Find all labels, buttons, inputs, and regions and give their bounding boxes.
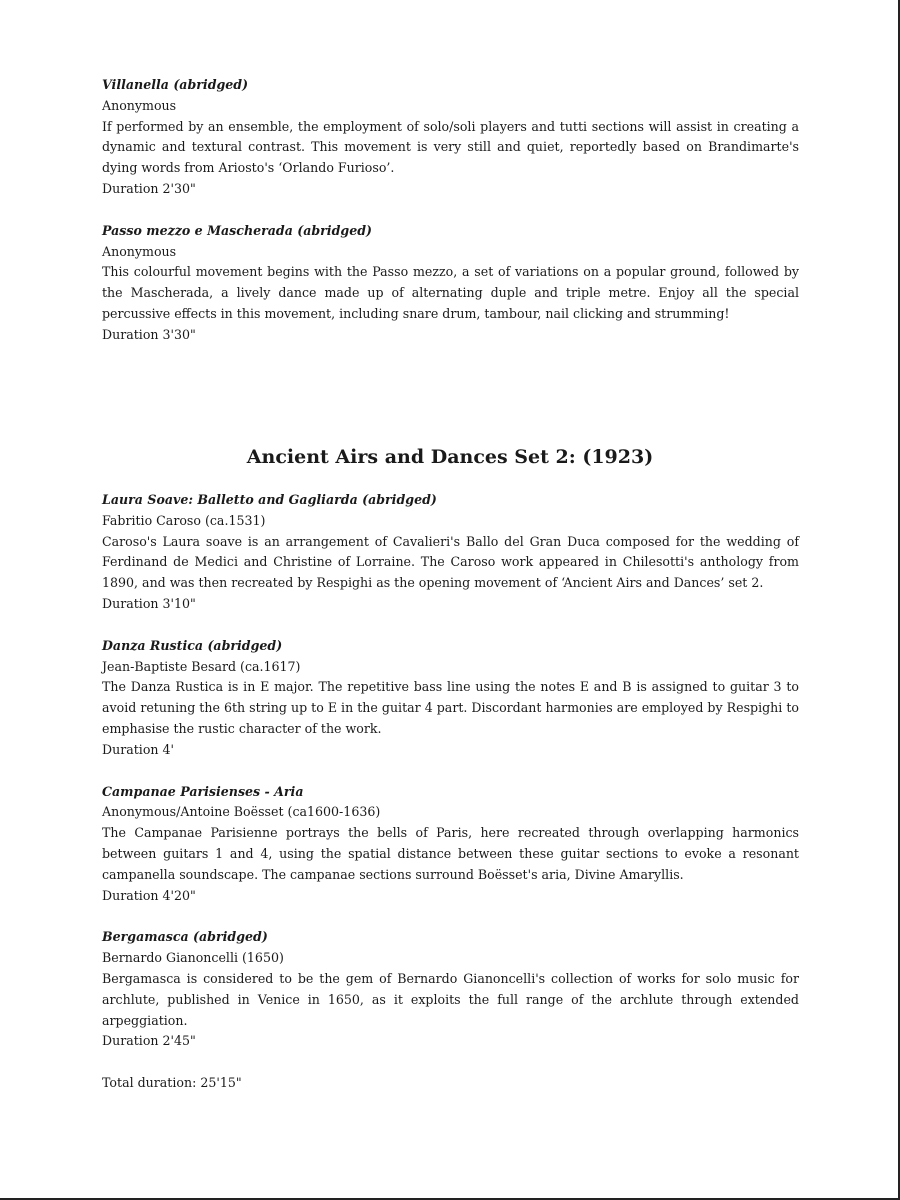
entry-composer: Jean-Baptiste Besard (ca.1617)	[102, 658, 301, 674]
entry-description: Caroso's Laura soave is an arrangement of Cavalieri's Ballo del Gran Duca composed for the wedding of Ferdinand de Medici and Christine of Lorraine. The Caroso work appeared in Chilesotti's anthology from 1890, and was then recreated by Respighi as the opening movement of ‘Ancient Airs and Dances’ set 2.	[102, 533, 799, 591]
entry-description: The Campanae Parisienne portrays the bells of Paris, here recreated through overlapping harmonics between guitars 1 and 4, using the spatial distance between these guitar sections to evoke a resonant campanella soundscape. The campanae sections surround Boësset's aria, Divine Amaryllis.	[102, 825, 799, 882]
entry-duration: Duration 3'30"	[102, 326, 196, 342]
entry-description: The Danza Rustica is in E major. The repetitive bass line using the notes E and B is assigned to guitar 3 to avoid retuning the 6th string up to E in the guitar 4 part. Discordant harmonies are employed by Respighi to emphasise the rustic character of the work.	[102, 679, 799, 736]
set1-section	[102, 75, 799, 367]
entry-duration: Duration 4'	[102, 741, 174, 757]
entry-title: Danza Rustica (abridged)	[102, 637, 283, 653]
entry-title: Laura Soave: Balletto and Gagliarda (abridged)	[102, 492, 437, 507]
entry-description: This colourful movement begins with the Passo mezzo, a set of variations on a popular ground, followed by the Mascherada, a lively dance made up of alternating duple and triple metre. Enjoy all the special percussive effects in this movement, including snare drum, tambour, nail clicking and strumming!	[102, 264, 799, 321]
entry-duration: Duration 3'10"	[102, 595, 196, 611]
entry-duration: Duration 4'20"	[102, 887, 196, 903]
entry-description: Bergamasca is considered to be the gem of Bernardo Gianoncelli's collection of works for solo music for archlute, published in Venice in 1650, as it exploits the full range of the archlute through extended arpeggiation.	[102, 970, 799, 1028]
entry-bergamasca	[102, 927, 799, 1052]
entry-passo-mezzo	[102, 221, 799, 346]
entry-duration: Duration 2'30"	[102, 180, 196, 196]
section-heading: Ancient Airs and Dances Set 2: (1923)	[246, 446, 654, 468]
total-duration: Total duration: 25'15"	[102, 1075, 242, 1091]
entry-composer: Bernardo Gianoncelli (1650)	[102, 950, 284, 966]
entry-title: Campanae Parisienses - Aria	[102, 783, 304, 799]
entry-title: Passo mezzo e Mascherada (abridged)	[102, 222, 372, 238]
entry-laura-soave	[102, 490, 799, 615]
entry-duration: Duration 2'45"	[102, 1033, 196, 1049]
entry-title: Bergamasca (abridged)	[102, 929, 268, 945]
entry-composer: Fabritio Caroso (ca.1531)	[102, 512, 266, 528]
entry-villanella	[102, 75, 799, 200]
entry-composer: Anonymous/Antoine Boësset (ca1600-1636)	[102, 804, 381, 820]
entry-composer: Anonymous	[102, 97, 177, 113]
entry-danza-rustica	[102, 636, 799, 761]
entry-title: Villanella (abridged)	[102, 77, 249, 92]
entry-campanae	[102, 782, 799, 907]
entry-description: If performed by an ensemble, the employment of solo/soli players and tutti sections will assist in creating a dynamic and textural contrast. This movement is very still and quiet, reportedly based on Brandimarte's dying words from Ariosto's ‘Orlando Furioso’.	[102, 118, 799, 176]
set2-section	[102, 490, 799, 1094]
entry-composer: Anonymous	[102, 243, 177, 259]
